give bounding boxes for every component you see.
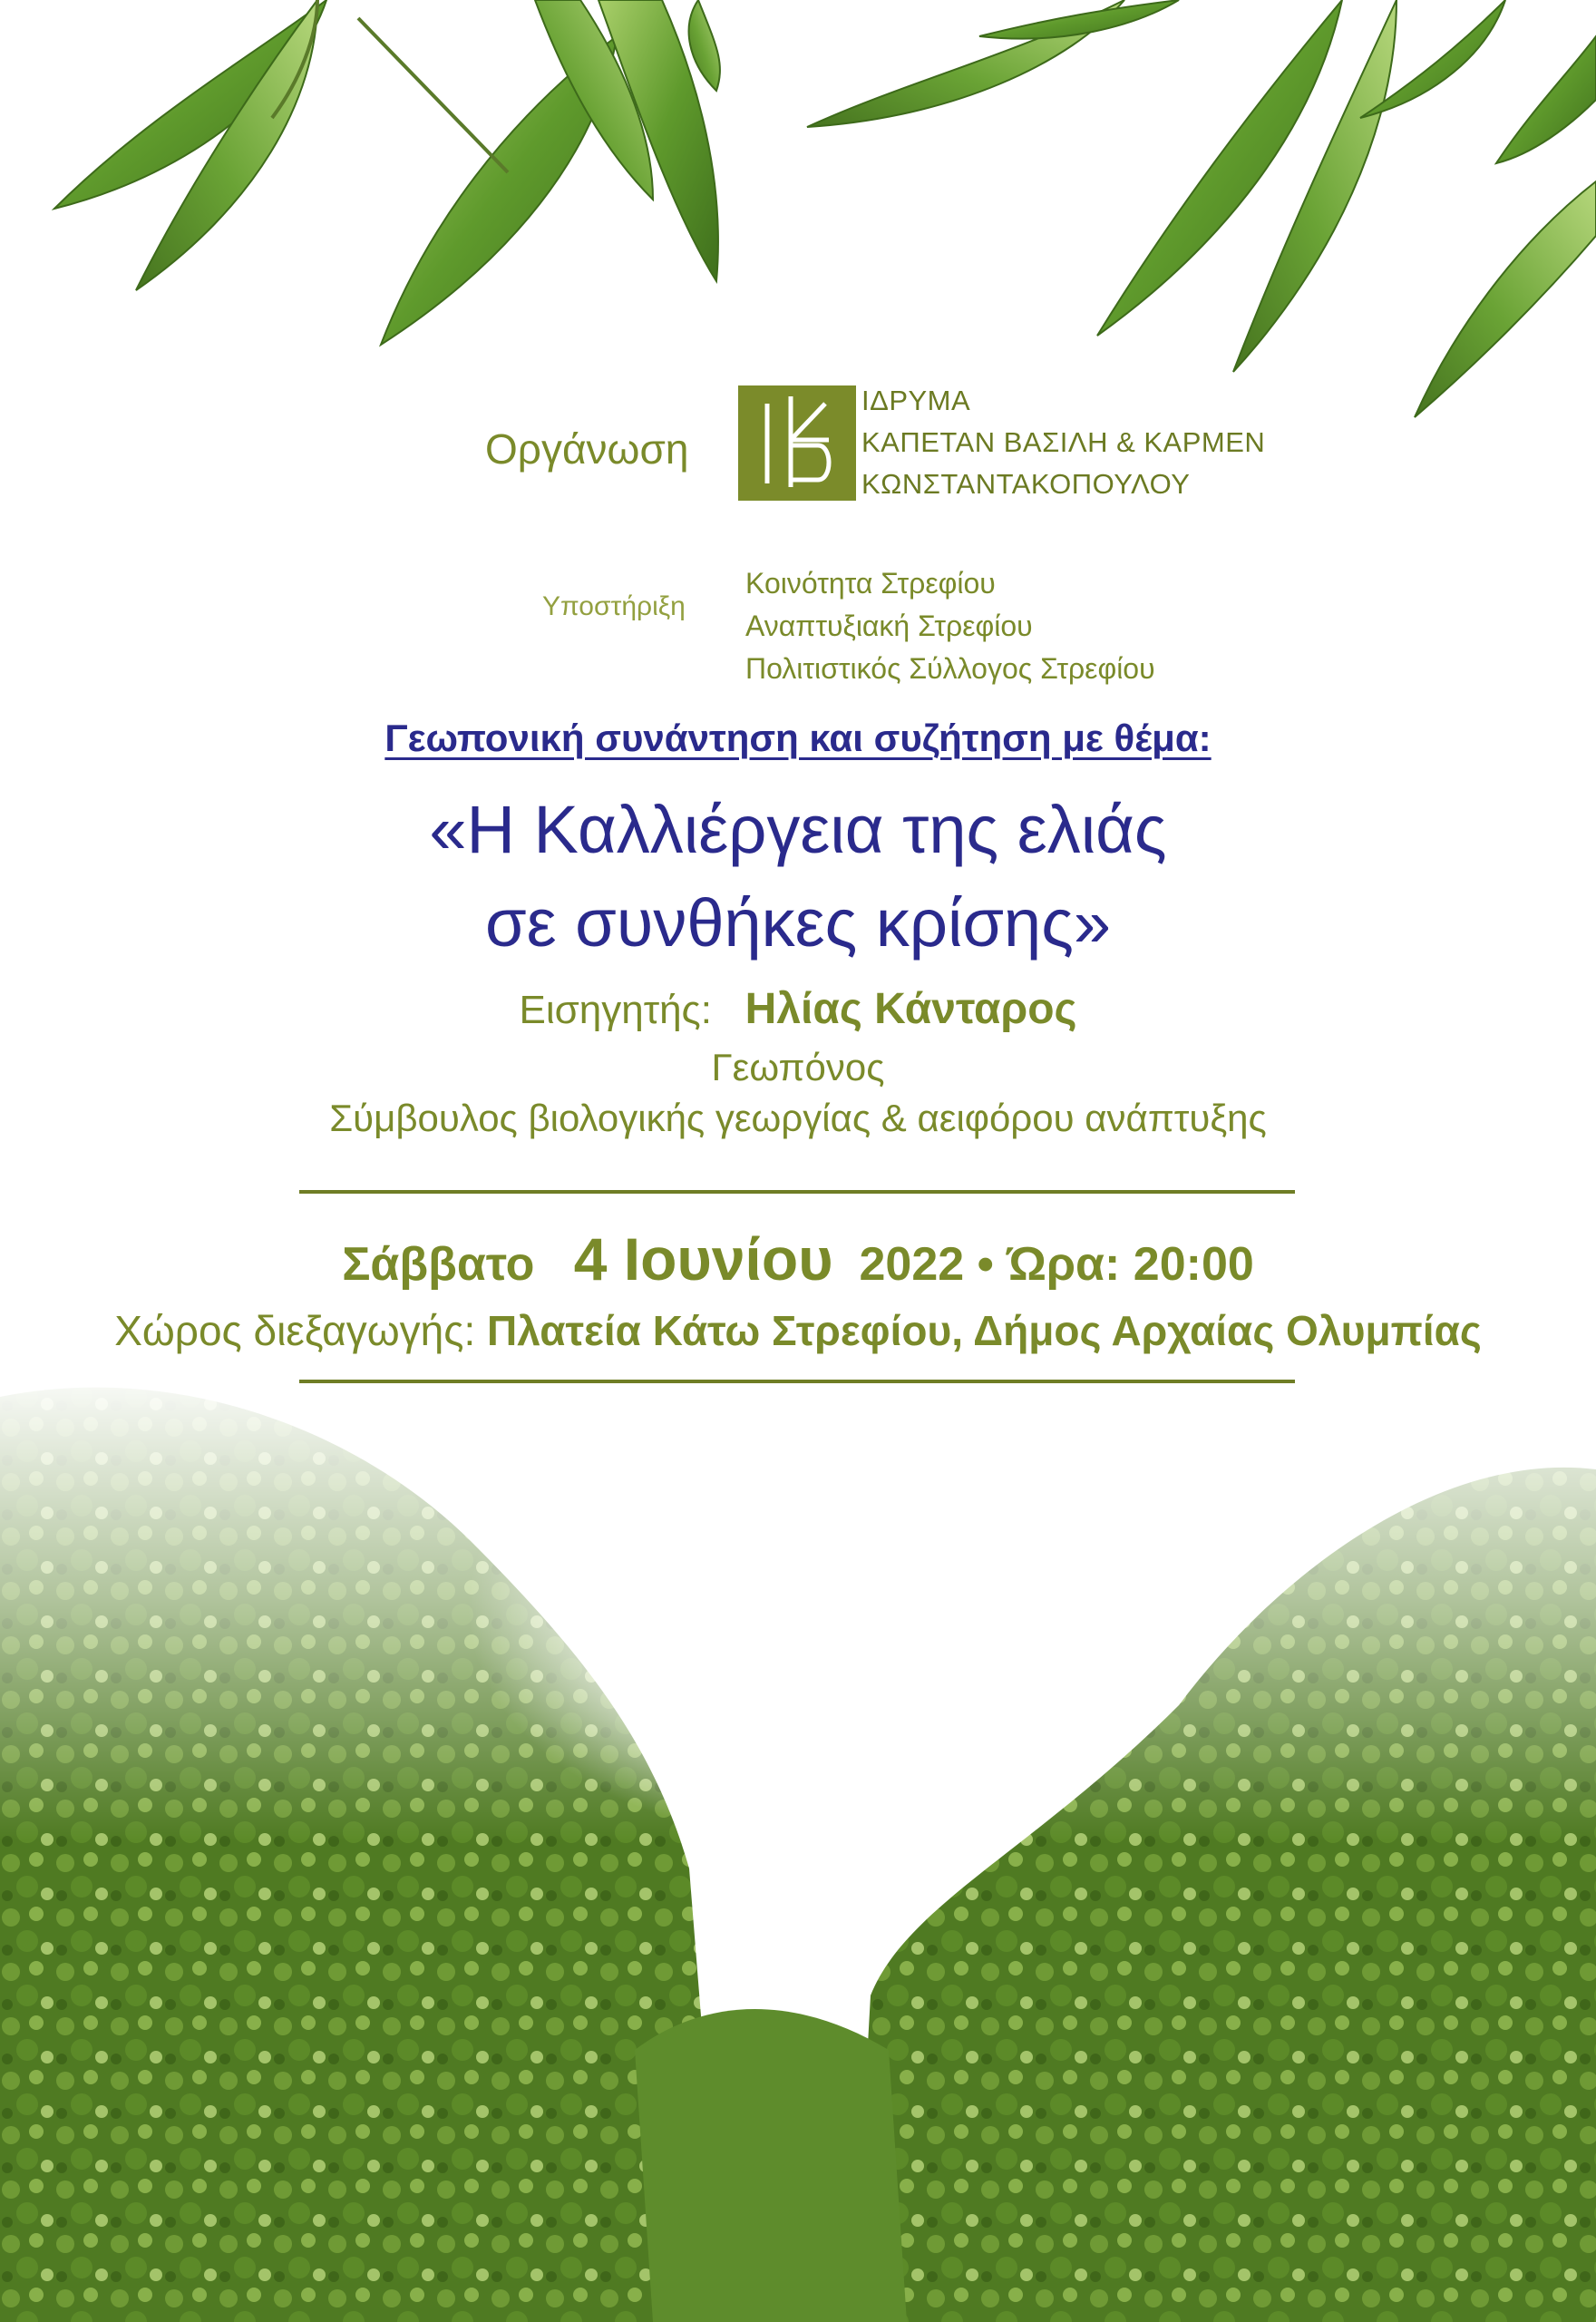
supporter-item: Πολιτιστικός Σύλλογος Στρεφίου <box>745 652 1155 685</box>
date-weekday: Σάββατο <box>342 1238 535 1291</box>
event-time: Ώρα: 20:00 <box>1007 1238 1254 1291</box>
divider <box>299 1190 1295 1194</box>
date-day: 4 Ιουνίου <box>573 1225 833 1293</box>
event-title-line: «Η Καλλιέργεια της ελιάς <box>429 792 1167 867</box>
supporter-item: Κοινότητα Στρεφίου <box>745 567 996 600</box>
speaker-label: Εισηγητής: <box>519 988 712 1032</box>
event-title-line: σε συνθήκες κρίσης» <box>484 885 1112 961</box>
venue-value: Πλατεία Κάτω Στρεφίου, Δήμος Αρχαίας Ολυμπίας <box>487 1307 1482 1354</box>
event-subtitle: Γεωπονική συνάντηση και συζήτηση με θέμα: <box>384 717 1212 759</box>
date-separator: • <box>977 1238 994 1291</box>
organization-label: Οργάνωση <box>485 425 689 473</box>
divider <box>299 1380 1295 1383</box>
olive-grove-image <box>0 1361 1596 2322</box>
supporter-item: Αναπτυξιακή Στρεφίου <box>745 610 1033 642</box>
speaker-role: Γεωπόνος <box>711 1046 885 1088</box>
venue-label: Χώρος διεξαγωγής: <box>114 1307 476 1354</box>
event-date <box>0 1224 1596 1293</box>
logo-text-line: ΚΑΠΕΤΑΝ ΒΑΣΙΛΗ & ΚΑΡΜΕΝ <box>861 426 1266 458</box>
date-year: 2022 <box>859 1238 965 1291</box>
logo-text-line: ΙΔΡΥΜΑ <box>861 385 971 416</box>
speaker-role: Σύμβουλος βιολογικής γεωργίας & αειφόρου ανάπτυξης <box>329 1097 1267 1139</box>
speaker-name: Ηλίας Κάνταρος <box>744 985 1077 1033</box>
olive-leaves-image <box>0 0 1596 435</box>
foundation-logo <box>738 385 856 501</box>
event-venue <box>0 1306 1596 1355</box>
logo-text-line: ΚΩΝΣΤΑΝΤΑΚΟΠΟΥΛΟΥ <box>861 468 1191 500</box>
support-label: Υποστήριξη <box>542 591 686 621</box>
speaker-line <box>0 984 1596 1034</box>
